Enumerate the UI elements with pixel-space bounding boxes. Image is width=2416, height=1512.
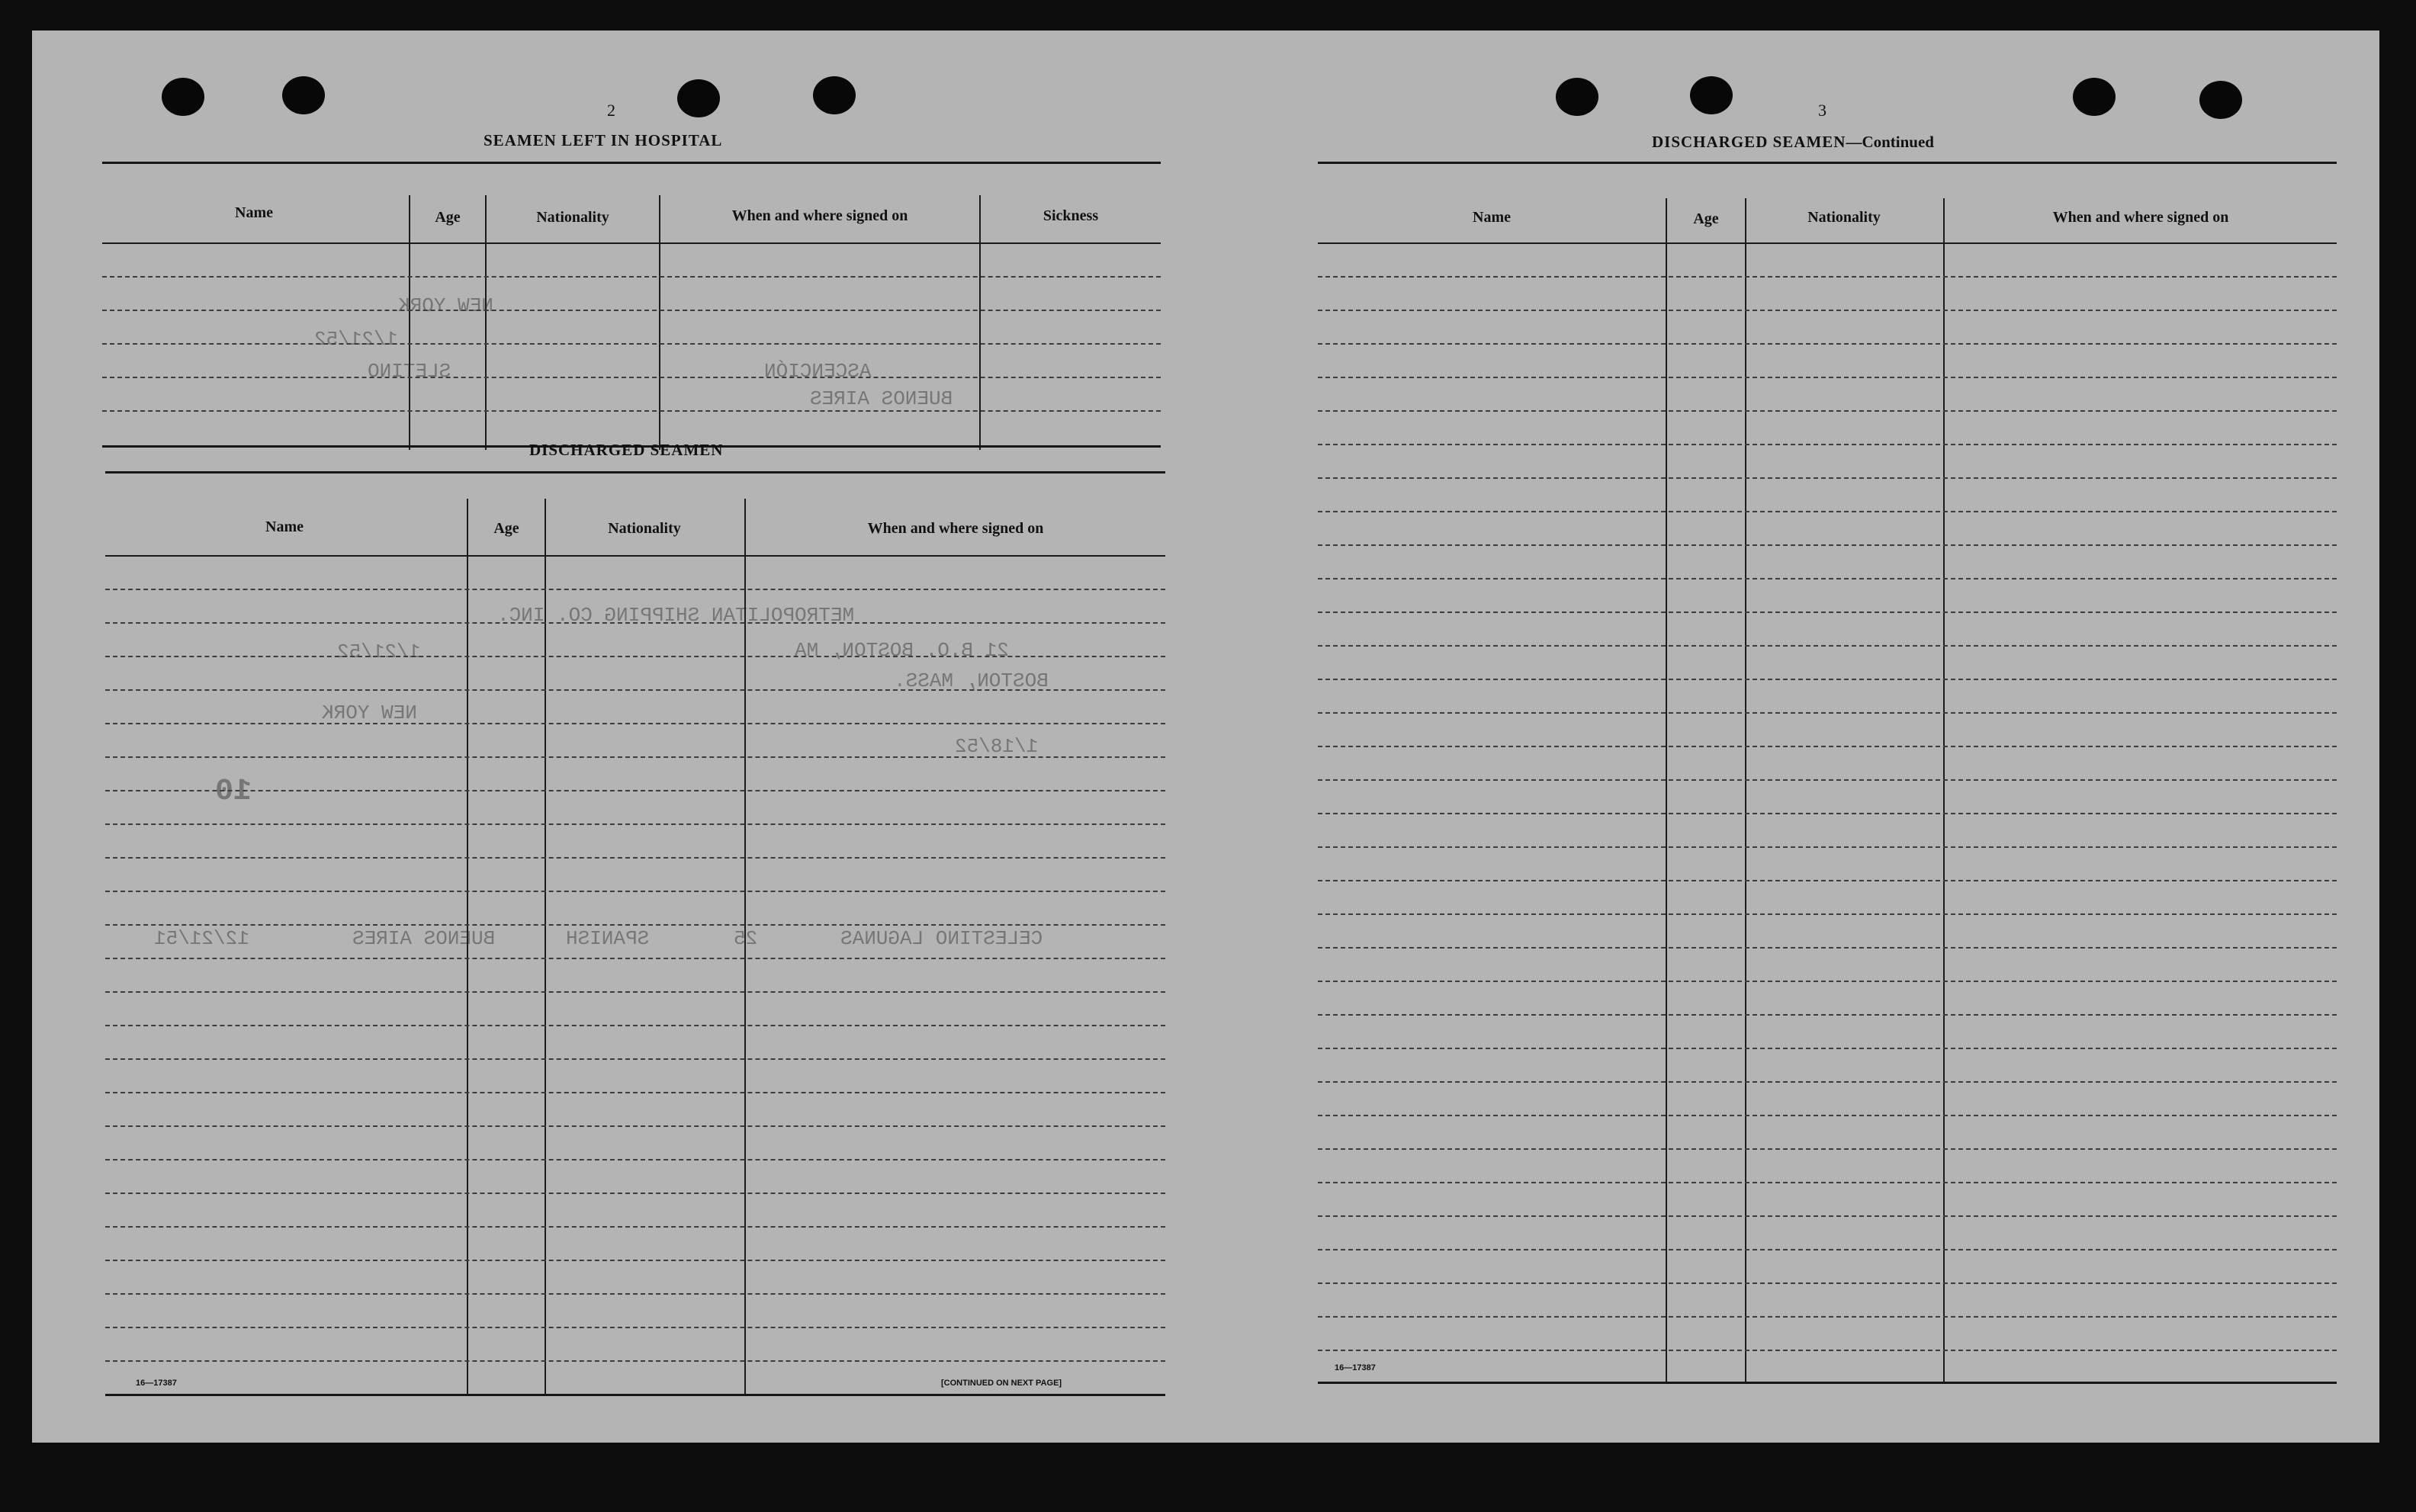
bleed-through-text: ASCENCIÓN <box>764 360 872 383</box>
column-header-name: Name <box>265 518 304 535</box>
discharged-table <box>105 471 1165 1406</box>
section-title-suffix: —Continued <box>1846 133 1934 151</box>
form-number: 16—17387 <box>1335 1363 1376 1372</box>
bleed-through-text: METROPOLITAN SHIPPING CO. INC. <box>497 604 855 627</box>
column-header-age: Age <box>435 209 461 226</box>
bleed-through-text: 21 B.O. BOSTON, MA <box>795 639 1009 662</box>
bleed-through-text: 1/18/52 <box>955 735 1039 758</box>
bleed-through-text: 1/21/52 <box>314 328 398 351</box>
bleed-through-text: NEW YORK <box>322 701 417 724</box>
form-number: 16—17387 <box>136 1379 177 1388</box>
section-title-discharged: DISCHARGED SEAMEN <box>529 441 724 459</box>
hospital-table <box>102 162 1161 454</box>
column-header-name: Name <box>1473 209 1511 226</box>
bleed-through-text: BUENOS AIRES <box>810 387 953 410</box>
bleed-through-text: 12/21/51 <box>154 927 249 950</box>
column-header-nationality: Nationality <box>1807 209 1881 226</box>
bleed-through-text: CELESTINO LAGUNAS <box>840 927 1043 950</box>
left-page <box>32 30 1206 1443</box>
scanned-form-sheet <box>32 30 2379 1443</box>
section-title-text: DISCHARGED SEAMEN <box>1652 133 1846 151</box>
bleed-through-text: SPANISH <box>566 927 650 950</box>
section-title-hospital: SEAMEN LEFT IN HOSPITAL <box>484 131 723 149</box>
continued-note: [CONTINUED ON NEXT PAGE] <box>941 1379 1062 1388</box>
column-header-age: Age <box>493 520 519 537</box>
column-header-sickness: Sickness <box>1043 207 1099 224</box>
column-header-when-where: When and where signed on <box>731 207 908 224</box>
column-header-age: Age <box>1693 210 1719 227</box>
column-header-nationality: Nationality <box>536 209 609 226</box>
bleed-through-text: NEW YORK <box>398 294 493 317</box>
page-number: 2 <box>607 101 615 120</box>
right-page <box>1206 30 2379 1443</box>
discharged-continued-table <box>1318 162 2337 1391</box>
bleed-through-text: 1/21/52 <box>337 640 421 663</box>
bleed-through-text: 25 <box>734 927 758 950</box>
column-header-when-where: When and where signed on <box>2052 209 2229 226</box>
bleed-through-text: BUENOS AIRES <box>352 927 496 950</box>
column-header-nationality: Nationality <box>608 520 681 537</box>
page-number: 3 <box>1818 101 1826 120</box>
bleed-through-text: BOSTON, MASS. <box>894 669 1049 692</box>
section-title-discharged-continued <box>1652 133 1934 152</box>
column-header-when-where: When and where signed on <box>867 520 1044 537</box>
column-header-name: Name <box>235 204 273 221</box>
bleed-through-text: SLETINO <box>368 360 451 383</box>
bleed-through-text: 10 <box>215 775 252 809</box>
